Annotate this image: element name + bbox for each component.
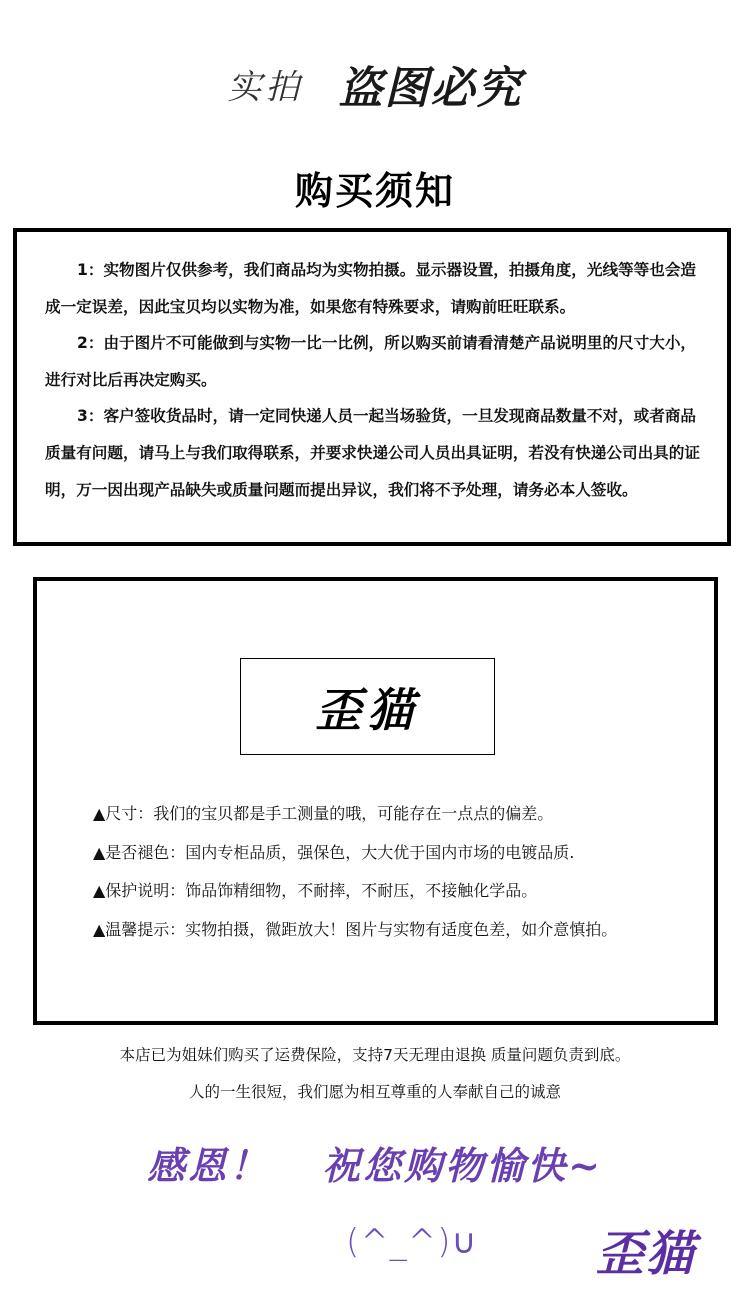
notice-paragraph-2: 2：由于图片不可能做到与实物一比一比例，所以购买前请看清楚产品说明里的尺寸大小，进行对比后再决定购买。 xyxy=(45,334,697,389)
notice-text xyxy=(45,252,711,508)
feature-size: ▲尺寸：我们的宝贝都是手工测量的哦，可能存在一点点的偏差。 xyxy=(93,804,554,823)
feature-list xyxy=(93,795,693,949)
thanks-left: 感恩！ xyxy=(147,1143,271,1188)
notice-paragraph-1: 1：实物图片仅供参考，我们商品均为实物拍摄。显示器设置，拍摄角度，光线等等也会造成一定误差，因此宝贝均以实物为准，如果您有特殊要求，请购前旺旺联系。 xyxy=(45,261,697,316)
smiley-emoticon: (^_^)∪ xyxy=(346,1222,478,1262)
brand-logo-frame xyxy=(240,658,495,755)
feature-fading: ▲是否褪色：国内专柜品质，强保色，大大优于国内市场的电镀品质. xyxy=(93,842,575,862)
brand-logo-bottom: 歪猫 xyxy=(596,1226,697,1282)
insurance-note: 本店已为姐妹们购买了运费保险，支持7天无理由退换 质量问题负责到底。 xyxy=(119,1046,631,1064)
page-title: 购买须知 xyxy=(294,168,455,213)
feature-care: ▲保护说明：饰品饰精细物，不耐摔，不耐压，不接触化学品。 xyxy=(93,881,538,900)
thanks-message xyxy=(0,1135,750,1190)
watermark-heading xyxy=(0,52,750,114)
notice-paragraph-3: 3：客户签收货品时，请一定同快递人员一起当场验货，一旦发现商品数量不对，或者商品质量有问题，请马上与我们取得联系，并要求快递公司人员出具证明，若没有快递公司出具的证明，万一因出现产品缺失或质量问题而提出异议，我们将不予处理，请务必本人签收。 xyxy=(45,407,700,499)
brand-logo: 歪猫 xyxy=(315,682,420,737)
watermark-big-text: 盗图必究 xyxy=(338,63,523,114)
watermark-small-text: 实拍 xyxy=(227,67,304,108)
feature-tip: ▲温馨提示：实物拍摄，微距放大！图片与实物有适度色差，如介意慎拍。 xyxy=(93,919,618,939)
sincerity-note: 人的一生很短，我们愿为相互尊重的人奉献自己的诚意 xyxy=(188,1083,561,1101)
notice-box xyxy=(13,228,731,546)
product-info-box xyxy=(33,577,718,1025)
thanks-right: 祝您购物愉快~ xyxy=(322,1143,603,1188)
